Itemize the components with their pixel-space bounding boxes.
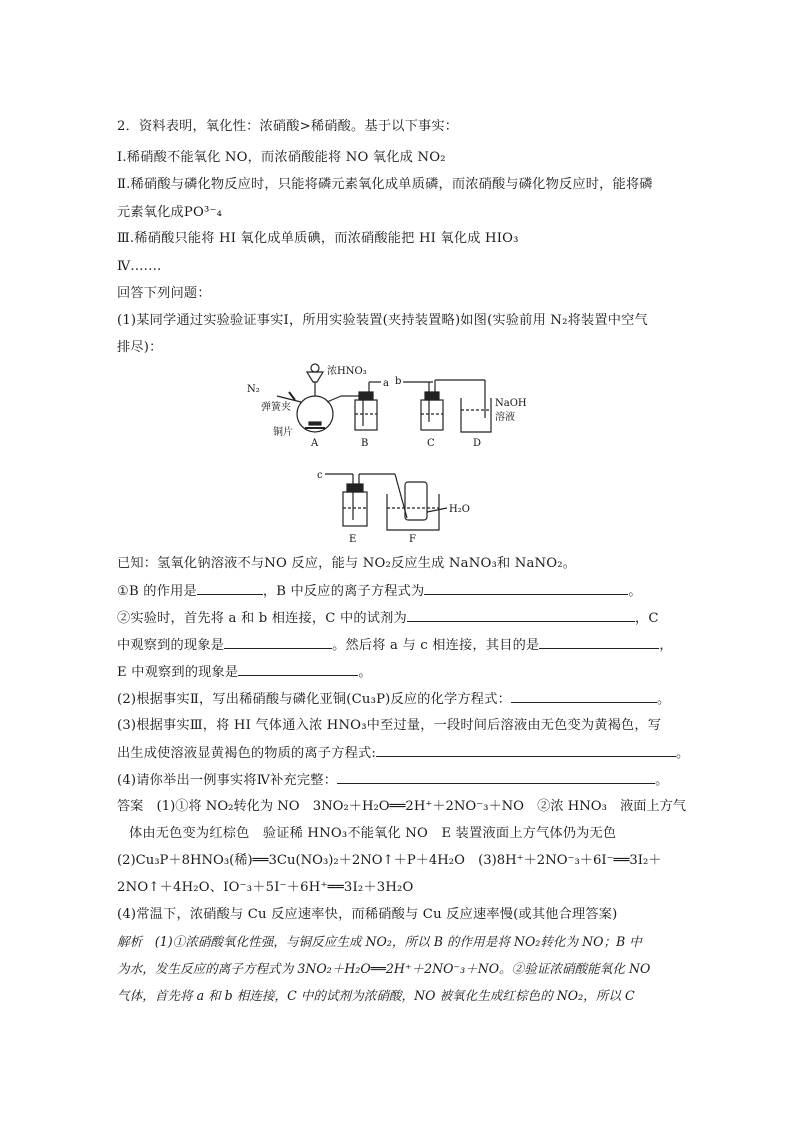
q3-line-1: (3)根据事实Ⅲ，将 HI 气体通入浓 HNO₃中至过量，一段时间后溶液由无色变为黄褐色，写	[117, 718, 662, 733]
q1-line-1: (1)某同学通过实验验证事实Ⅰ，所用实验装置(夹持装置略)如图(实验前用 N₂将装置中空气	[117, 313, 648, 328]
fact-1: Ⅰ.稀硝酸不能氧化 NO，而浓硝酸能将 NO 氧化成 NO₂	[117, 150, 446, 165]
label-f: F	[409, 534, 416, 545]
fact-2-line-2: 元素氧化成PO³⁻₄	[117, 205, 223, 220]
trough-f	[387, 482, 447, 530]
answer-blank[interactable]	[407, 609, 635, 622]
prompt-line: 回答下列问题：	[117, 286, 211, 301]
label-tube-c: c	[317, 470, 323, 481]
q1-2-line-2: 中观察到的现象是 。然后将 a 与 c 相连接，其目的是 ，	[117, 638, 673, 653]
answer-blank[interactable]	[511, 690, 657, 703]
label-naoh: NaOH	[495, 398, 527, 409]
label-a: A	[311, 438, 319, 449]
label-n2: N₂	[247, 384, 260, 395]
q1-1: ①B 的作用是 ，B 中反应的离子方程式为 。	[117, 584, 642, 599]
apparatus-figure	[247, 362, 527, 552]
answer-line-2: 体由无色变为红棕色 验证稀 HNO₃不能氧化 NO E 装置液面上方气体仍为无色	[129, 826, 617, 841]
label-solution: 溶液	[495, 412, 515, 423]
answer-blank[interactable]	[197, 582, 263, 595]
bottle-b	[347, 382, 381, 430]
fact-4: Ⅳ.……	[117, 259, 162, 274]
analysis-line-1: 解析 (1)①浓硝酸氧化性强，与铜反应生成 NO₂，所以 B 的作用是将 NO₂转化为 NO；B 中	[117, 934, 642, 949]
label-e: E	[349, 534, 357, 545]
answer-line-4: 2NO↑＋4H₂O、IO⁻₃＋5I⁻＋6H⁺══3I₂＋3H₂O	[117, 880, 414, 895]
label-c: C	[427, 438, 435, 449]
q1-2-line-1: ②实验时，首先将 a 和 b 相连接，C 中的试剂为 ，C	[117, 611, 659, 626]
answer-blank[interactable]	[424, 582, 628, 595]
analysis-line-2: 为水，发生反应的离子方程式为 3NO₂＋H₂O══2H⁺＋2NO⁻₃＋NO。②验证浓硝酸能氧化 NO	[117, 961, 651, 976]
beaker-d	[461, 398, 491, 432]
answer-blank[interactable]	[238, 663, 358, 676]
q3-line-2: 出生成使溶液显黄褐色的物质的离子方程式: 。	[117, 746, 690, 761]
answer-blank[interactable]	[376, 744, 676, 757]
q4: (4)请你举出一例事实将Ⅳ补充完整： 。	[117, 773, 669, 788]
label-clamp: 弹簧夹	[261, 402, 291, 413]
answer-blank[interactable]	[224, 636, 332, 649]
q1-2-line-3: E 中观察到的现象是 。	[117, 665, 372, 680]
label-tube-a: a	[383, 378, 389, 389]
answer-blank[interactable]	[337, 771, 655, 784]
q1-line-2: 排尽)：	[117, 340, 163, 355]
question-heading: 2．资料表明，氧化性：浓硝酸>稀硝酸。基于以下事实：	[117, 119, 459, 134]
label-tube-b: b	[395, 376, 402, 387]
fact-2-line-1: Ⅱ.稀硝酸与磷化物反应时，只能将磷元素氧化成单质磷，而浓硝酸与磷化物反应时，能将磷	[117, 177, 653, 192]
label-b: B	[361, 438, 369, 449]
known-info: 已知：氢氧化钠溶液不与NO 反应，能与 NO₂反应生成 NaNO₃和 NaNO₂。	[117, 556, 577, 571]
label-d: D	[473, 438, 482, 449]
answer-line-3: (2)Cu₃P＋8HNO₃(稀)══3Cu(NO₃)₂＋2NO↑＋P＋4H₂O (3)8H⁺＋2NO⁻₃＋6I⁻══3I₂＋	[117, 853, 662, 868]
answer-line-5: (4)常温下，浓硝酸与 Cu 反应速率快，而稀硝酸与 Cu 反应速率慢(或其他合理答案)	[117, 907, 618, 922]
bottle-c	[403, 380, 485, 430]
answer-line-1: 答案 (1)①将 NO₂转化为 NO 3NO₂＋H₂O══2H⁺＋2NO⁻₃＋NO ②浓 HNO₃ 液面上方气	[117, 799, 687, 814]
q2: (2)根据事实Ⅱ，写出稀硝酸与磷化亚铜(Cu₃P)反应的化学方程式： 。	[117, 692, 671, 707]
bottle-e	[325, 474, 407, 526]
label-copper: 铜片	[273, 427, 293, 438]
label-water: H₂O	[449, 504, 470, 515]
fact-3: Ⅲ.稀硝酸只能将 HI 氧化成单质碘，而浓硝酸能把 HI 氧化成 HIO₃	[117, 231, 519, 246]
analysis-line-3: 气体，首先将 a 和 b 相连接，C 中的试剂为浓硝酸，NO 被氧化生成红棕色的 NO₂，所以 C	[117, 988, 635, 1003]
answer-blank[interactable]	[539, 636, 659, 649]
label-hno3: 浓HNO₃	[327, 366, 367, 377]
